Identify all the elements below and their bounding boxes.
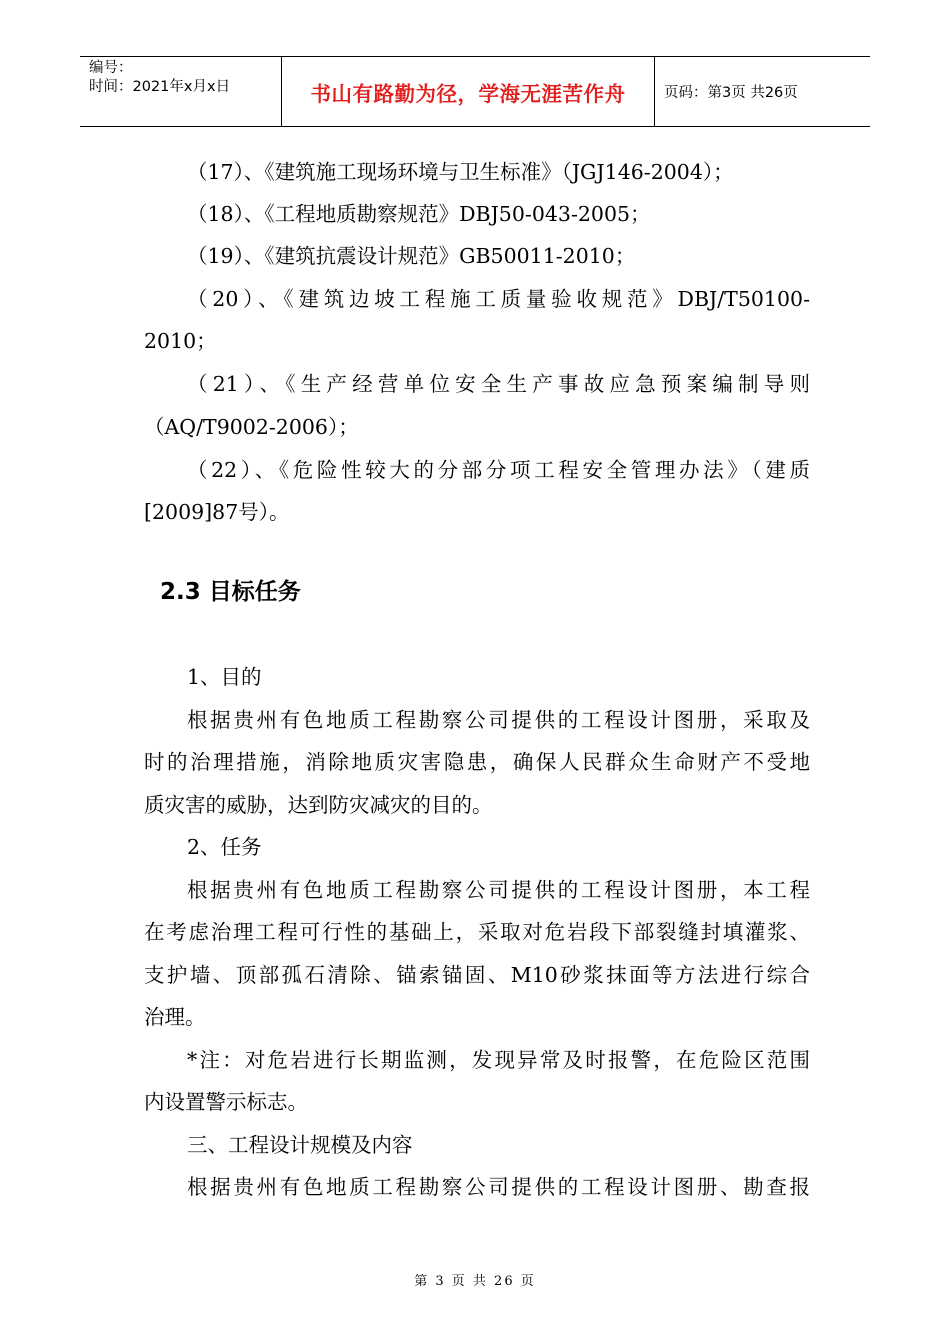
- reference-item: （22）、《危险性较大的分部分项工程安全管理办法》（建质: [187, 458, 810, 482]
- paragraph-line: 在考虑治理工程可行性的基础上，采取对危岩段下部裂缝封填灌浆、: [144, 920, 810, 944]
- section-heading: 2.3 目标任务: [160, 579, 301, 605]
- paragraph-line: 根据贵州有色地质工程勘察公司提供的工程设计图册、勘查报: [187, 1175, 810, 1199]
- header-page-info: 页码：第3页 共26页: [664, 85, 798, 101]
- subsection-title: 1、目的: [187, 665, 262, 689]
- reference-item-continued: 2010；: [144, 329, 217, 353]
- subsection-title: 2、任务: [187, 835, 262, 859]
- page-header: [80, 56, 870, 127]
- reference-item: （20）、《建筑边坡工程施工质量验收规范》DBJ/T50100-: [187, 287, 810, 311]
- reference-item: （18）、《工程地质勘察规范》DBJ50-043-2005；: [187, 202, 651, 226]
- header-meta: [80, 57, 281, 126]
- reference-item-continued: [2009]87号）。: [144, 500, 290, 524]
- reference-item: （21）、《生产经营单位安全生产事故应急预案编制导则: [187, 372, 810, 396]
- paragraph-line: 质灾害的威胁，达到防灾减灾的目的。: [144, 793, 493, 817]
- note-line: *注：对危岩进行长期监测，发现异常及时报警，在危险区范围: [187, 1048, 810, 1072]
- header-motto: 书山有路勤为径，学海无涯苦作舟: [281, 57, 655, 126]
- paragraph-line: 根据贵州有色地质工程勘察公司提供的工程设计图册，采取及: [187, 708, 810, 732]
- note-line: 内设置警示标志。: [144, 1090, 308, 1114]
- page-footer: 第 3 页 共 26 页: [414, 1274, 536, 1289]
- reference-item-continued: （AQ/T9002-2006）；: [144, 415, 359, 439]
- paragraph-line: 治理。: [144, 1005, 206, 1029]
- paragraph-line: 根据贵州有色地质工程勘察公司提供的工程设计图册，本工程: [187, 878, 810, 902]
- document-number-label: 编号：: [89, 60, 133, 76]
- paragraph-line: 支护墙、顶部孤石清除、锚索锚固、M10砂浆抹面等方法进行综合: [144, 963, 810, 987]
- subsection-title: 三、工程设计规模及内容: [187, 1133, 413, 1157]
- reference-item: （17）、《建筑施工现场环境与卫生标准》（JGJ146-2004）；: [187, 160, 734, 184]
- reference-item: （19）、《建筑抗震设计规范》GB50011-2010；: [187, 244, 636, 268]
- document-time-label: 时间：2021年x月x日: [89, 79, 231, 95]
- paragraph-line: 时的治理措施，消除地质灾害隐患，确保人民群众生命财产不受地: [144, 750, 810, 774]
